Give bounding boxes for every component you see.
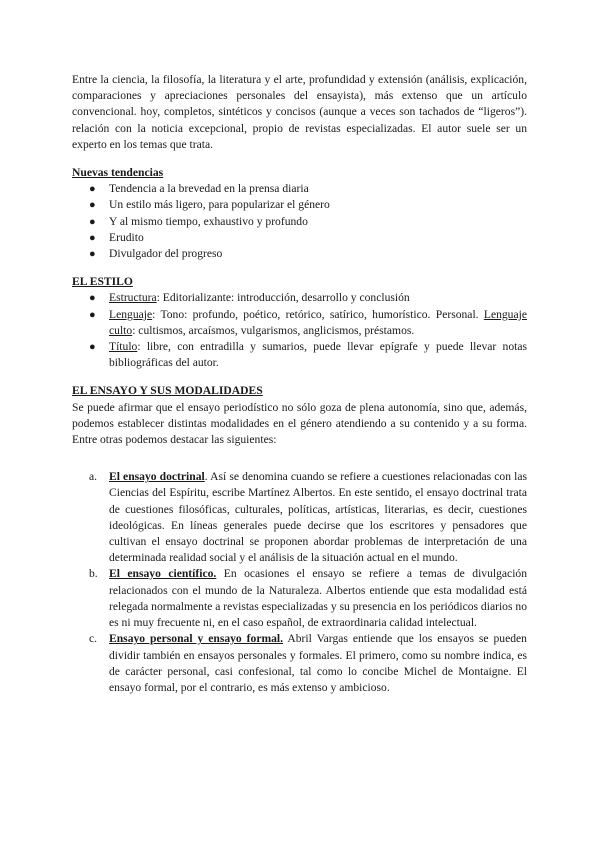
item-title: El ensayo científico. [109,567,217,581]
modalidades-list [72,469,527,696]
bullet-icon: ● [89,199,96,212]
list-item: ● Divulgador del progreso [72,246,527,262]
document-page [72,72,527,696]
section-heading-tendencias: Nuevas tendencias [72,166,164,180]
list-letter: b. [89,567,98,581]
item-title: Ensayo personal y ensayo formal. [109,632,284,646]
intro-paragraph: Entre la ciencia, la filosofía, la literatura y el arte, profundidad y extensión (análisis, explicación, comparaciones y apreciaciones personales del ensayista), más extenso que un artículo convencional. hoy, completos, sintéticos y concisos (aunque a veces son tachados de “ligeros”). relación con la noticia excepcional, propio de revistas especializadas. El autor suele ser un experto en los temas que trata. [72,73,527,151]
list-item: a. El ensayo doctrinal. Así se denomina cuando se refiere a cuestiones relacionadas con las Ciencias del Espíritu, escribe Martínez Albertos. En este sentido, el ensayo doctrinal trata de cuestiones filosóficas, culturales, políticas, artísticas, literarias, es decir, cuestiones ideológicas. En líneas generales puede decirse que los escritores y pensadores que cultivan el ensayo doctrinal se proponen abordar problemas de interpretación de una determinada realidad social y el análisis de la situación actual en el mundo. [89,470,527,565]
bullet-icon: ● [89,292,96,305]
modalidades-intro: Se puede afirmar que el ensayo periodístico no sólo goza de plena autonomía, sino que, además, podemos establecer distintas modalidades en el género atendiendo a su contenido y a su forma. Entre otras podemos destacar las siguientes: [72,400,527,447]
list-item: c. Ensayo personal y ensayo formal. Abril Vargas entiende que los ensayos se pueden dividir también en ensayos personales y formales. El primero, como su nombre indica, es de carácter personal, casi confesional, tal como lo concibe Michel de Montaigne. El ensayo formal, por el contrario, es más extenso y ambicioso. [89,632,527,694]
item-title: El ensayo doctrinal [109,470,205,484]
term: Estructura [109,291,157,305]
tendencias-list [72,181,527,262]
bullet-icon: ● [89,341,96,354]
estilo-list [72,290,527,371]
term: Lenguaje [109,307,153,321]
term: Título [109,340,138,354]
bullet-icon: ● [89,183,96,196]
list-item: ● Lenguaje: Tono: profundo, poético, retórico, satírico, humorístico. Personal. Lenguaje culto: cultismos, arcaísmos, vulgarismos, anglicismos, préstamos. [89,307,527,337]
bullet-icon: ● [89,215,96,228]
bullet-icon: ● [89,248,96,261]
list-letter: c. [89,632,98,646]
section-heading-estilo: EL ESTILO [72,275,133,289]
list-item: b. El ensayo científico. En ocasiones el ensayo se refiere a temas de divulgación relacionados con el mundo de la Naturaleza. Albertos entiende que esta modalidad está relegada normalmente a revistas especializadas y su presencia en los periódicos diarios no es ni muy frecuente ni, en el caso español, de extraordinaria calidad intelectual. [89,567,528,630]
list-item: ● Tendencia a la brevedad en la prensa diaria [72,181,527,197]
bullet-icon: ● [89,231,96,244]
list-letter: a. [89,470,98,484]
term: Lenguaje culto [109,307,527,337]
list-item: ● Título: libre, con entradilla y sumarios, puede llevar epígrafe y puede llevar notas bibliográficas del autor. [89,340,528,370]
list-item: ● Y al mismo tiempo, exhaustivo y profundo [72,214,527,230]
section-heading-modalidades: EL ENSAYO Y SUS MODALIDADES [72,384,263,398]
list-item: ● Un estilo más ligero, para popularizar el género [72,197,527,213]
bullet-icon: ● [89,308,96,321]
list-item: ● Erudito [72,230,527,246]
list-item: ● Estructura: Editorializante: introducción, desarrollo y conclusión [72,290,527,306]
